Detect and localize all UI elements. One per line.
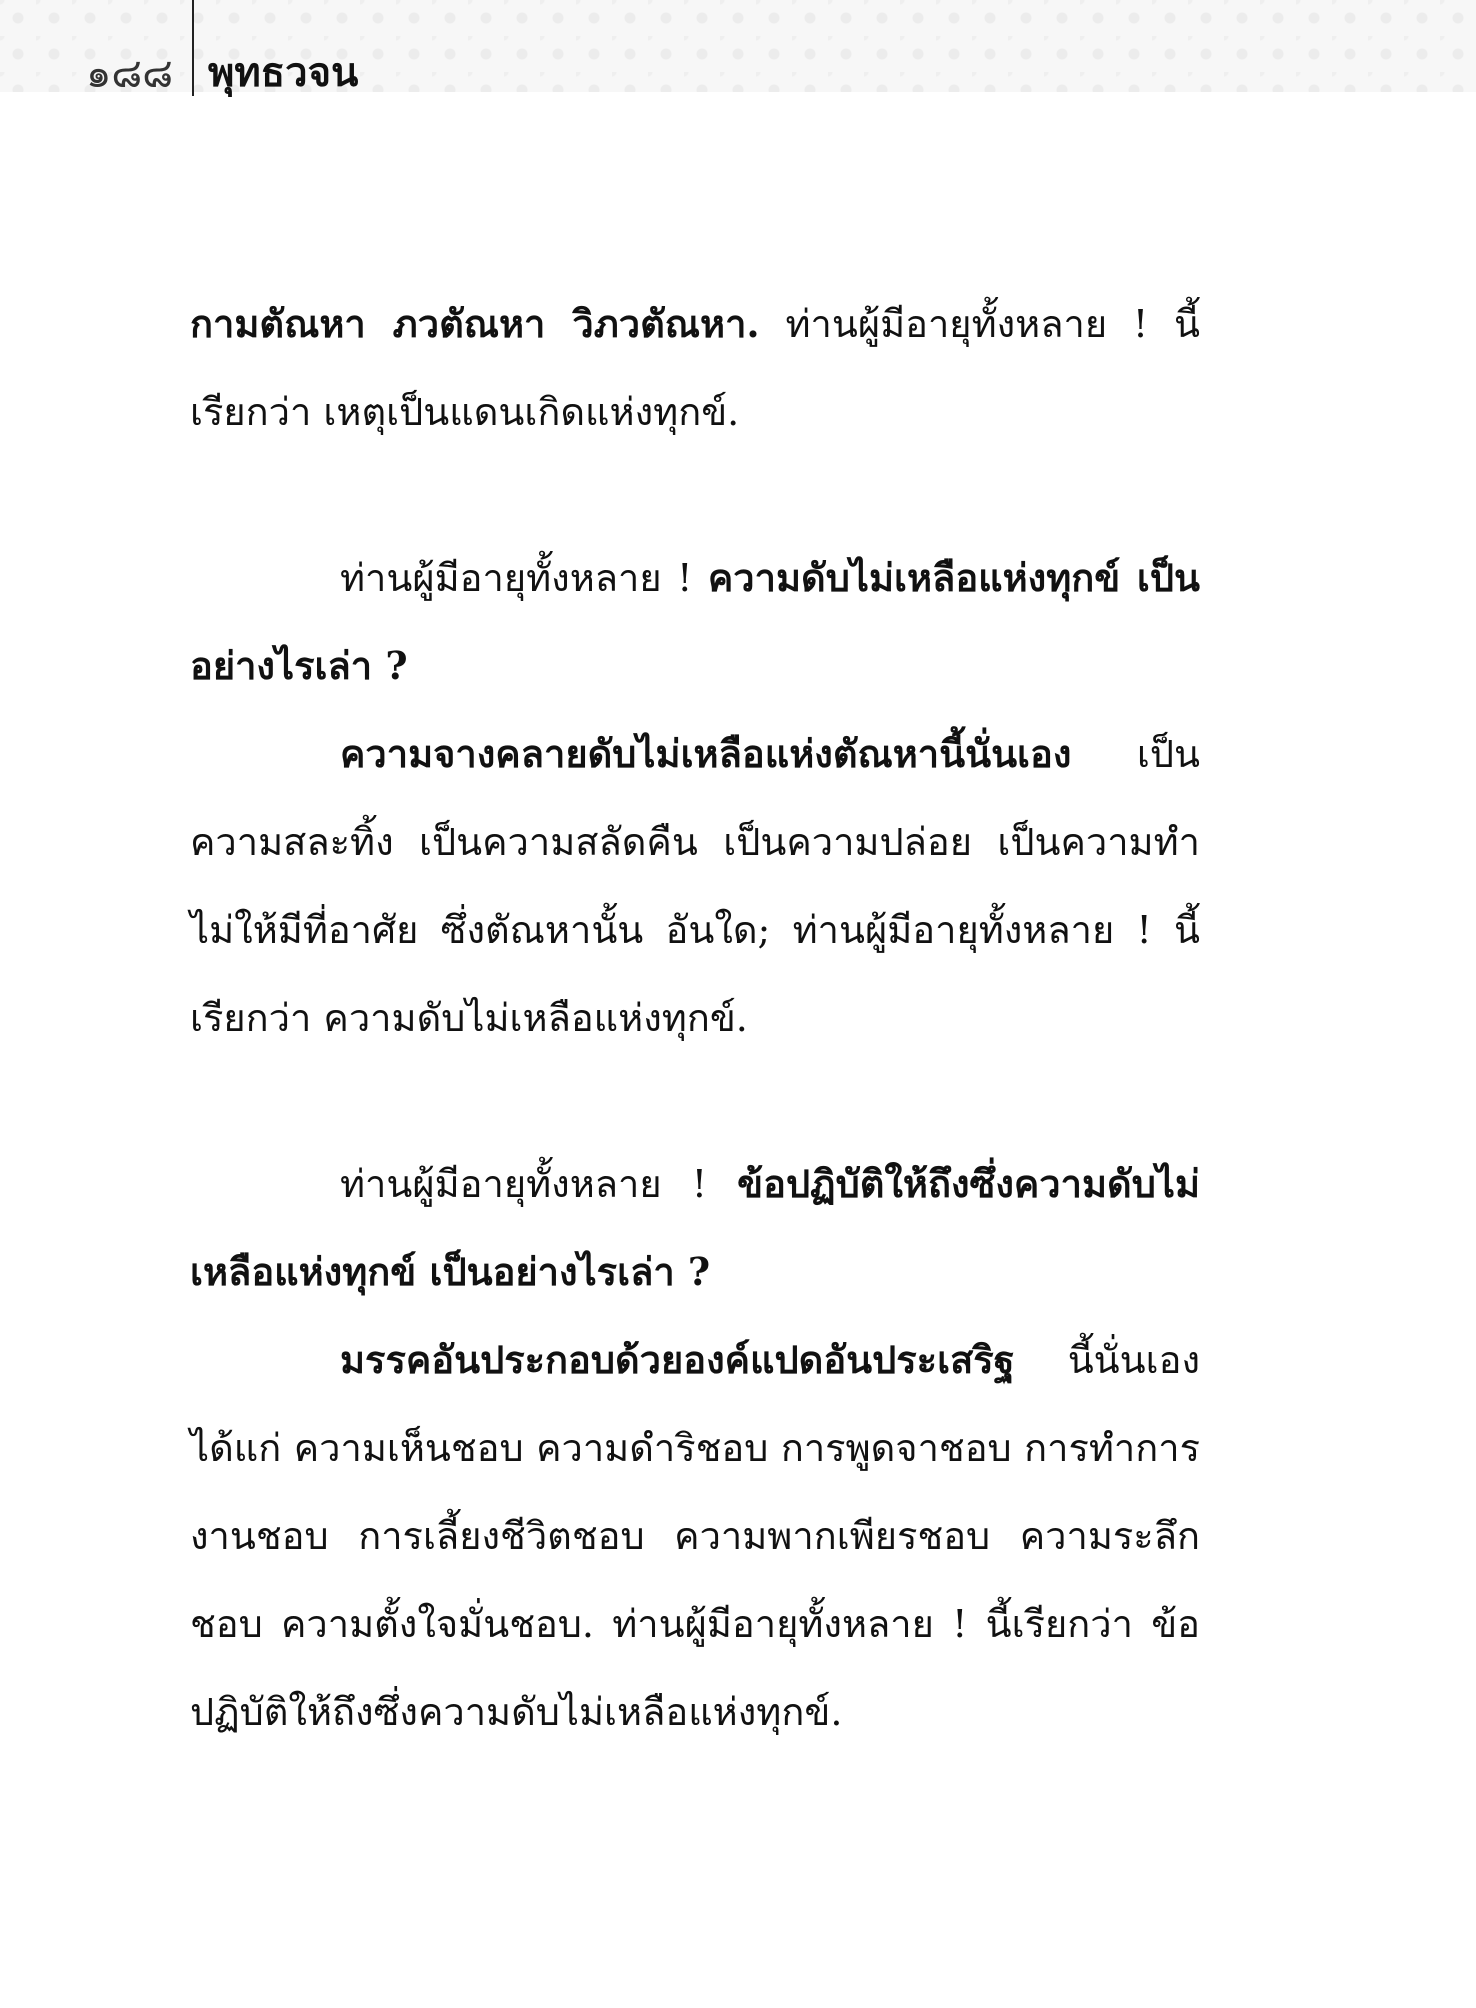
paragraph-text: ท่านผู้มีอายุทั้งหลาย ! [340,1162,738,1206]
bold-phrase: ความดับไม่เหลือแห่งทุกข์ เป็นอย่างไรเล่า ? [190,555,1200,688]
bold-phrase: ข้อปฏิบัติให้ถึงซึ่งความดับไม่เหลือแห่งทุกข์ เป็นอย่างไรเล่า ? [190,1161,1200,1294]
paragraph-path-question [190,1140,1200,1316]
book-title: พุทธวจน [208,49,359,96]
paragraph-text: ท่านผู้มีอายุทั้งหลาย ! นี้เรียกว่า เหตุเป็นแดนเกิดแห่งทุกข์. [190,302,1200,434]
page-body [190,280,1200,1756]
bold-phrase: กามตัณหา ภวตัณหา วิภวตัณหา. [190,301,760,346]
header-divider [192,0,194,96]
paragraph-text: เป็นความสละทิ้ง เป็นความสลัดคืน เป็นความปล่อย เป็นความทำไม่ให้มีที่อาศัย ซึ่งตัณหานั้น อันใด; ท่านผู้มีอายุทั้งหลาย ! นี้เรียกว่า ความดับไม่เหลือแห่งทุกข์. [190,732,1200,1040]
paragraph-cessation-question [190,534,1200,710]
bold-phrase: มรรคอันประกอบด้วยองค์แปดอันประเสริฐ [340,1337,1015,1382]
paragraph-text: ท่านผู้มีอายุทั้งหลาย ! [340,556,708,600]
paragraph-text: นี้นั่นเอง ได้แก่ ความเห็นชอบ ความดำริชอบ การพูดจาชอบ การทำการงานชอบ การเลี้ยงชีวิตชอบ ความพากเพียรชอบ ความระลึกชอบ ความตั้งใจมั่นชอบ. ท่านผู้มีอายุทั้งหลาย ! นี้เรียกว่า ข้อปฏิบัติให้ถึงซึ่งความดับไม่เหลือแห่งทุกข์. [190,1338,1200,1734]
paragraph-cessation-answer [190,710,1200,1062]
paragraph-origin-of-suffering [190,280,1200,456]
page-number: ๑๘๘ [86,51,174,97]
bold-phrase: ความจางคลายดับไม่เหลือแห่งตัณหานี้นั่นเอง [340,731,1072,776]
paragraph-path-answer [190,1316,1200,1756]
